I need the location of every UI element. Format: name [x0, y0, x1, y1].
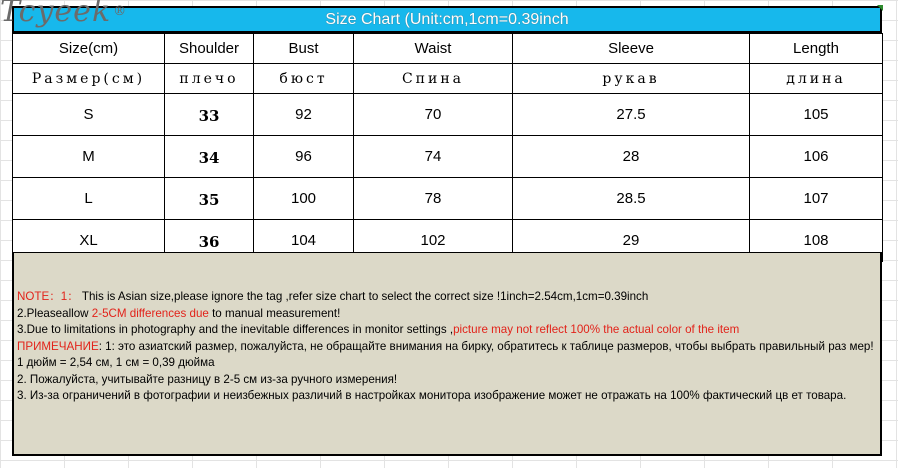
cell-comment-marker: [877, 5, 883, 11]
header-row: [13, 34, 883, 64]
note-ru-label: ПРИМЕЧАНИЕ: [17, 339, 99, 353]
length-cell: 105: [750, 94, 883, 136]
note-highlight: picture may not reflect 100% the actual color of the item: [453, 323, 740, 336]
waist-cell: 102: [354, 220, 513, 262]
note-text: to manual measurement!: [208, 306, 341, 320]
size-cell: M: [13, 136, 165, 178]
note-ru-line-3: 3. Из-за ограничений в фотографии и неизбежных различий в настройках монитора изображение может не отражать на 100% фактический цв ет товара.: [17, 389, 847, 402]
notes-box: [12, 252, 882, 456]
header-sleeve: Sleeve: [513, 34, 750, 64]
sleeve-cell: 29: [513, 220, 750, 262]
shoulder-cell: 36: [165, 220, 254, 262]
header-ru-shoulder: плечо: [165, 64, 254, 94]
waist-cell: 78: [354, 178, 513, 220]
header-ru-size: Размер(см): [13, 64, 165, 94]
size-cell: XL: [13, 220, 165, 262]
sleeve-cell: 27.5: [513, 94, 750, 136]
registered-mark: ®: [113, 4, 128, 19]
waist-cell: 70: [354, 94, 513, 136]
note-ru-line-2: 2. Пожалуйста, учитывайте разницу в 2-5 см из-за ручного измерения!: [17, 372, 398, 386]
shoulder-cell: 35: [165, 178, 254, 220]
note-highlight: 2-5CM differences due: [91, 306, 209, 320]
brand-logo-text: Tcyeek: [0, 0, 112, 29]
size-cell: S: [13, 94, 165, 136]
note-line-3: [17, 322, 878, 339]
waist-cell: 74: [354, 136, 513, 178]
table-row: [13, 136, 883, 178]
header-ru-sleeve: рукав: [513, 64, 750, 94]
note-line-1: [17, 289, 878, 306]
note-text: 2.Pleaseallow: [17, 306, 92, 320]
length-cell: 108: [750, 220, 883, 262]
table-row: [13, 94, 883, 136]
header-row-russian: [13, 64, 883, 94]
shoulder-cell: 34: [165, 136, 254, 178]
sleeve-cell: 28: [513, 136, 750, 178]
note-label: NOTE：1：: [17, 290, 79, 303]
table-row: [13, 178, 883, 220]
sleeve-cell: 28.5: [513, 178, 750, 220]
header-length: Length: [750, 34, 883, 64]
size-cell: L: [13, 178, 165, 220]
header-ru-bust: бюст: [254, 64, 354, 94]
length-cell: 107: [750, 178, 883, 220]
shoulder-cell: 33: [165, 94, 254, 136]
note-text: : 1: это азиатский размер, пожалуйста, не обращайте внимания на бирку, обратитесь к таблице размеров, чтобы выбрать правильный раз мер! 1 дюйм = 2,54 см, 1 см = 0,39 дюйма: [17, 339, 874, 369]
bust-cell: 104: [254, 220, 354, 262]
header-waist: Waist: [354, 34, 513, 64]
header-ru-waist: Спина: [354, 64, 513, 94]
header-size: Size(cm): [13, 34, 165, 64]
header-bust: Bust: [254, 34, 354, 64]
note-line-2: [17, 306, 878, 323]
note-text: 3.Due to limitations in photography and the inevitable differences in monitor settings ,: [17, 323, 454, 336]
length-cell: 106: [750, 136, 883, 178]
size-table: [12, 33, 883, 262]
bust-cell: 100: [254, 178, 354, 220]
header-shoulder: Shoulder: [165, 34, 254, 64]
brand-logo: [0, 0, 127, 29]
size-chart-title: [12, 6, 882, 33]
bust-cell: 92: [254, 94, 354, 136]
bust-cell: 96: [254, 136, 354, 178]
title-text: Size Chart (Unit:cm,1cm=0.39inch: [325, 10, 569, 28]
header-ru-length: длина: [750, 64, 883, 94]
note-text: This is Asian size,please ignore the tag ,refer size chart to select the correct size !1inch=2.54cm,1cm=0.39inch: [81, 290, 649, 303]
note-ru-line-1: [17, 339, 878, 372]
